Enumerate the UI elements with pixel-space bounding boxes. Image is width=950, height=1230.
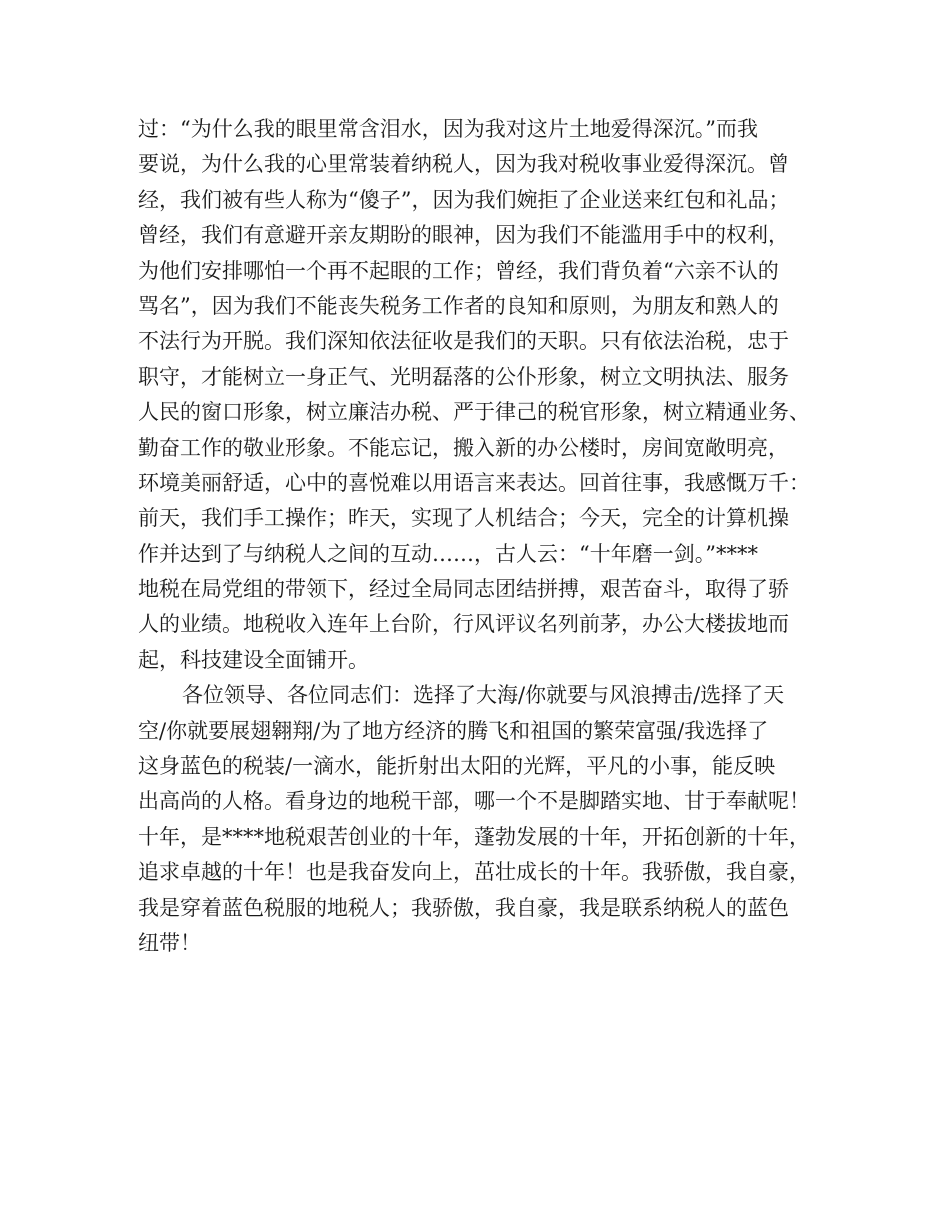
text-line: 作并达到了与纳税人之间的互动……，古人云：“十年磨一剑。”**** [138, 541, 758, 566]
text-line: 过：“为什么我的眼里常含泪水，因为我对这片土地爱得深沉。”而我 [138, 117, 758, 141]
text-line: 我是穿着蓝色税服的地税人；我骄傲，我自豪，我是联系纳税人的蓝色 [138, 895, 789, 920]
text-line: 环境美丽舒适，心中的喜悦难以用语言来表达。回首往事，我感慨万千： [138, 470, 810, 495]
text-line: 空/你就要展翅翱翔/为了地方经济的腾飞和祖国的繁荣富强/我选择了 [138, 718, 769, 743]
text-line: 出高尚的人格。看身边的地税干部，哪一个不是脚踏实地、甘于奉献呢！ [138, 789, 810, 814]
text-line: 经，我们被有些人称为“傻子”，因为我们婉拒了企业送来红包和礼品； [138, 187, 790, 212]
text-line: 追求卓越的十年！也是我奋发向上，茁壮成长的十年。我骄傲，我自豪， [138, 860, 810, 885]
paragraph-2 [138, 678, 838, 961]
text-line: 各位领导、各位同志们：选择了大海/你就要与风浪搏击/选择了天 [182, 683, 785, 708]
text-line: 人的业绩。地税收入连年上台阶，行风评议名列前茅，办公大楼拔地而 [138, 612, 789, 637]
text-line: 纽带！ [138, 930, 201, 955]
text-line: 勤奋工作的敬业形象。不能忘记，搬入新的办公楼时，房间宽敞明亮， [138, 435, 789, 460]
text-line: 十年，是****地税艰苦创业的十年，蓬勃发展的十年，开拓创新的十年， [138, 824, 810, 849]
text-line: 地税在局党组的带领下，经过全局同志团结拼搏，艰苦奋斗，取得了骄 [138, 577, 789, 602]
text-line: 要说，为什么我的心里常装着纳税人，因为我对税收事业爱得深沉。曾 [138, 152, 789, 177]
text-line: 为他们安排哪怕一个再不起眼的工作；曾经，我们背负着“六亲不认的 [138, 258, 779, 283]
document-body [138, 112, 838, 961]
paragraph-1 [138, 112, 838, 678]
text-line: 曾经，我们有意避开亲友期盼的眼神，因为我们不能滥用手中的权利， [138, 223, 789, 248]
text-line: 这身蓝色的税装/一滴水，能折射出太阳的光辉，平凡的小事，能反映 [138, 754, 776, 779]
text-line: 前天，我们手工操作；昨天，实现了人机结合；今天，完全的计算机操 [138, 506, 789, 531]
text-line: 职守，才能树立一身正气、光明磊落的公仆形象，树立文明执法、服务 [138, 364, 789, 389]
text-line: 不法行为开脱。我们深知依法征收是我们的天职。只有依法治税，忠于 [138, 329, 789, 354]
text-line: 起，科技建设全面铺开。 [138, 647, 369, 672]
text-line: 人民的窗口形象，树立廉洁办税、严于律己的税官形象，树立精通业务、 [138, 400, 810, 425]
text-line: 骂名”，因为我们不能丧失税务工作者的良知和原则，为朋友和熟人的 [138, 293, 779, 318]
